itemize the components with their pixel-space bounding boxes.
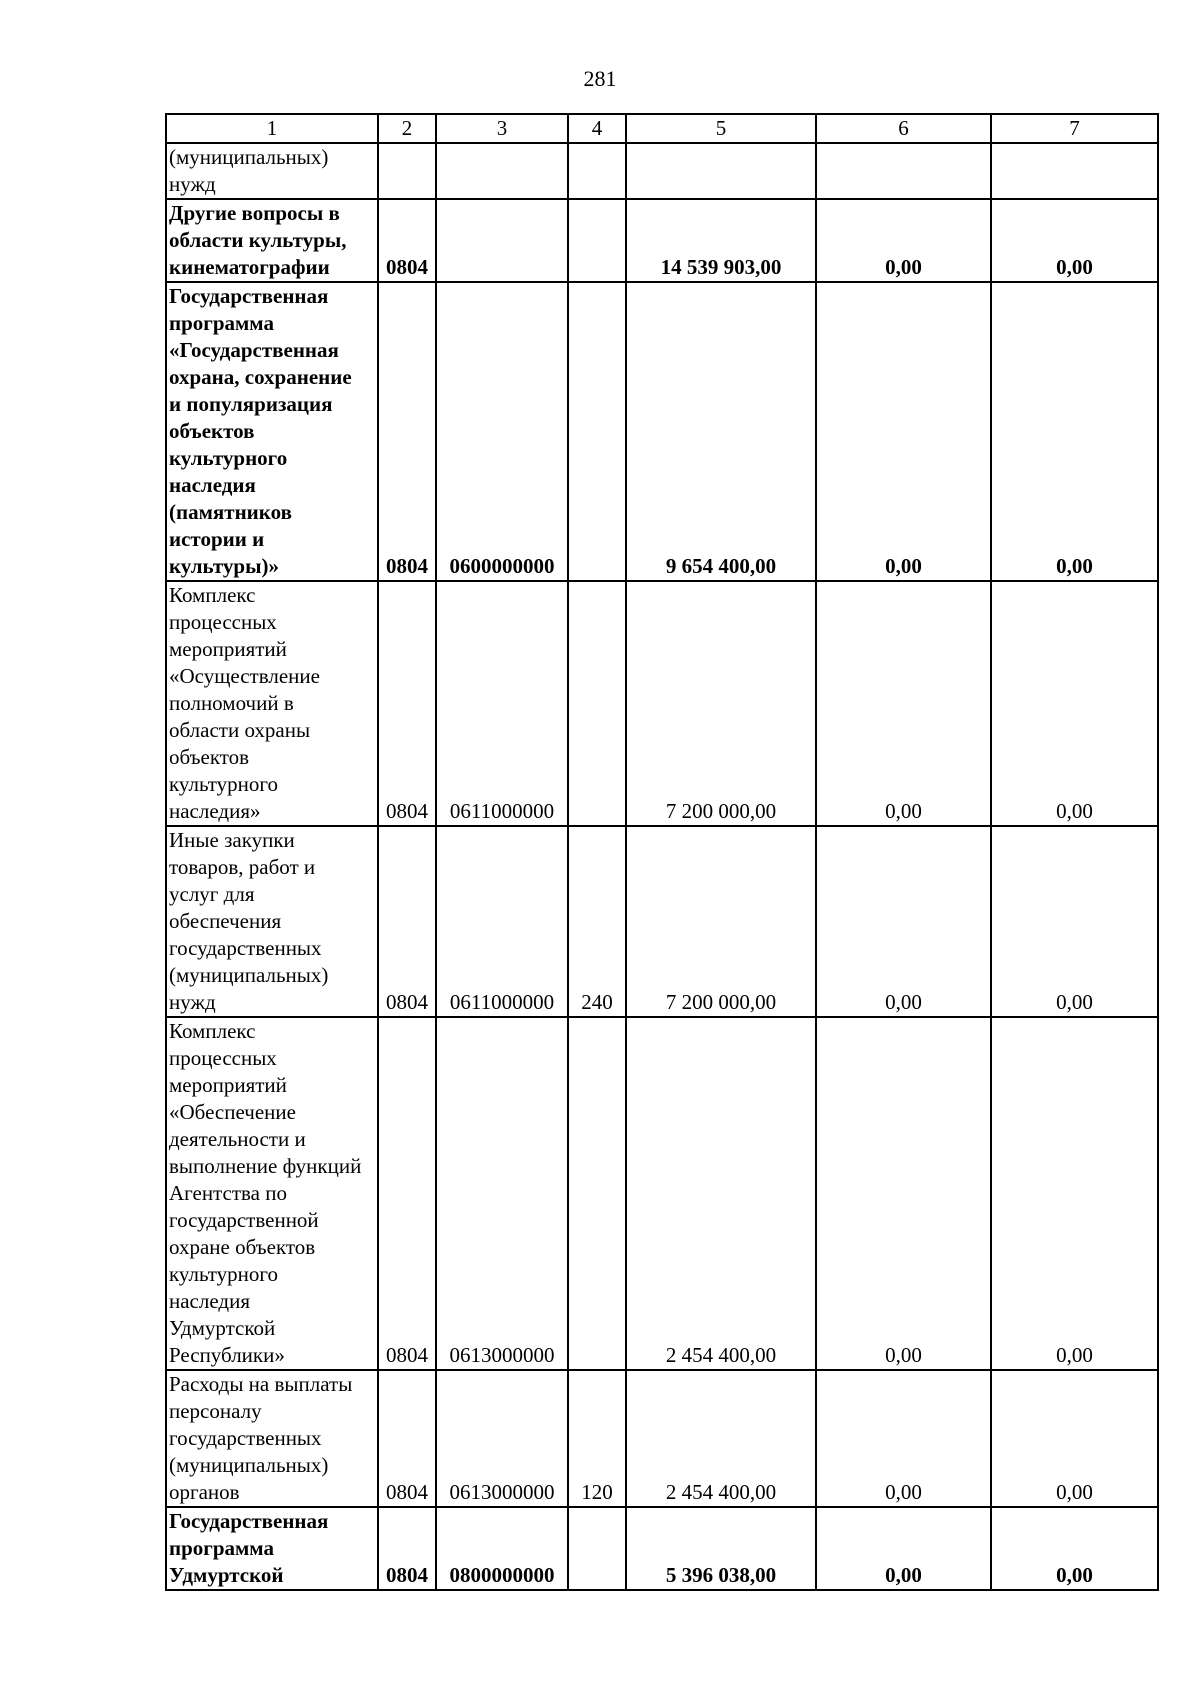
amount-col-6: 0,00 xyxy=(816,1017,991,1370)
section-code: 0804 xyxy=(378,1017,436,1370)
row-name xyxy=(166,581,378,826)
section-code: 0804 xyxy=(378,282,436,581)
section-code xyxy=(378,143,436,199)
row-name xyxy=(166,1017,378,1370)
target-article-code: 0613000000 xyxy=(436,1370,568,1507)
section-code: 0804 xyxy=(378,581,436,826)
header-col-2: 2 xyxy=(378,114,436,143)
amount-col-7: 0,00 xyxy=(991,1017,1158,1370)
row-name xyxy=(166,1507,378,1590)
row-name-text: Другие вопросы в области культуры, кинематографии xyxy=(169,201,347,279)
amount-col-5: 7 200 000,00 xyxy=(626,581,816,826)
page-number: 281 xyxy=(583,66,617,91)
target-article-code: 0600000000 xyxy=(436,282,568,581)
row-name-text: Комплекс процессных мероприятий «Осуществление полномочий в области охраны объектов культурного наследия» xyxy=(169,583,320,823)
section-code: 0804 xyxy=(378,199,436,282)
header-col-6: 6 xyxy=(816,114,991,143)
amount-col-5: 2 454 400,00 xyxy=(626,1370,816,1507)
amount-col-6: 0,00 xyxy=(816,581,991,826)
section-code: 0804 xyxy=(378,826,436,1017)
amount-col-7: 0,00 xyxy=(991,1370,1158,1507)
table-row xyxy=(166,826,1158,1017)
row-name xyxy=(166,1370,378,1507)
table-row xyxy=(166,282,1158,581)
row-name-text: Комплекс процессных мероприятий «Обеспечение деятельности и выполнение функций Агентства по государственной охране объектов культурного наследия Удмуртской Республики» xyxy=(169,1019,362,1367)
header-col-5: 5 xyxy=(626,114,816,143)
row-name xyxy=(166,199,378,282)
table-row xyxy=(166,1507,1158,1590)
header-col-7: 7 xyxy=(991,114,1158,143)
amount-col-5 xyxy=(626,143,816,199)
target-article-code xyxy=(436,199,568,282)
target-article-code: 0611000000 xyxy=(436,581,568,826)
expense-type-code xyxy=(568,581,626,826)
expense-type-code xyxy=(568,199,626,282)
table-row xyxy=(166,1017,1158,1370)
row-name-text: Иные закупки товаров, работ и услуг для обеспечения государственных (муниципальных) нужд xyxy=(169,828,329,1014)
section-code: 0804 xyxy=(378,1370,436,1507)
amount-col-7: 0,00 xyxy=(991,282,1158,581)
amount-col-6: 0,00 xyxy=(816,199,991,282)
section-code: 0804 xyxy=(378,1507,436,1590)
table-row xyxy=(166,199,1158,282)
budget-table xyxy=(165,113,1159,1591)
amount-col-6: 0,00 xyxy=(816,282,991,581)
amount-col-6 xyxy=(816,143,991,199)
header-col-4: 4 xyxy=(568,114,626,143)
expense-type-code xyxy=(568,1017,626,1370)
amount-col-5: 7 200 000,00 xyxy=(626,826,816,1017)
row-name-text: Расходы на выплаты персоналу государственных (муниципальных) органов xyxy=(169,1372,353,1504)
amount-col-5: 9 654 400,00 xyxy=(626,282,816,581)
header-col-3: 3 xyxy=(436,114,568,143)
amount-col-7: 0,00 xyxy=(991,1507,1158,1590)
amount-col-7: 0,00 xyxy=(991,826,1158,1017)
target-article-code: 0611000000 xyxy=(436,826,568,1017)
amount-col-6: 0,00 xyxy=(816,1370,991,1507)
row-name-text: (муниципальных) нужд xyxy=(169,145,329,196)
table-row xyxy=(166,581,1158,826)
row-name xyxy=(166,826,378,1017)
amount-col-5: 14 539 903,00 xyxy=(626,199,816,282)
expense-type-code xyxy=(568,1507,626,1590)
table-row xyxy=(166,1370,1158,1507)
amount-col-6: 0,00 xyxy=(816,826,991,1017)
target-article-code: 0800000000 xyxy=(436,1507,568,1590)
header-row xyxy=(166,114,1158,143)
row-name xyxy=(166,143,378,199)
expense-type-code xyxy=(568,143,626,199)
row-name xyxy=(166,282,378,581)
amount-col-7: 0,00 xyxy=(991,581,1158,826)
row-name-text: Государственная программа Удмуртской xyxy=(169,1509,329,1587)
amount-col-5: 2 454 400,00 xyxy=(626,1017,816,1370)
amount-col-6: 0,00 xyxy=(816,1507,991,1590)
expense-type-code: 120 xyxy=(568,1370,626,1507)
target-article-code xyxy=(436,143,568,199)
table-row xyxy=(166,143,1158,199)
target-article-code: 0613000000 xyxy=(436,1017,568,1370)
table-body xyxy=(166,143,1158,1590)
amount-col-7 xyxy=(991,143,1158,199)
amount-col-7: 0,00 xyxy=(991,199,1158,282)
header-col-1: 1 xyxy=(166,114,378,143)
expense-type-code: 240 xyxy=(568,826,626,1017)
amount-col-5: 5 396 038,00 xyxy=(626,1507,816,1590)
row-name-text: Государственная программа «Государственная охрана, сохранение и популяризация объектов культурного наследия (памятников истории и культуры)» xyxy=(169,284,352,578)
expense-type-code xyxy=(568,282,626,581)
